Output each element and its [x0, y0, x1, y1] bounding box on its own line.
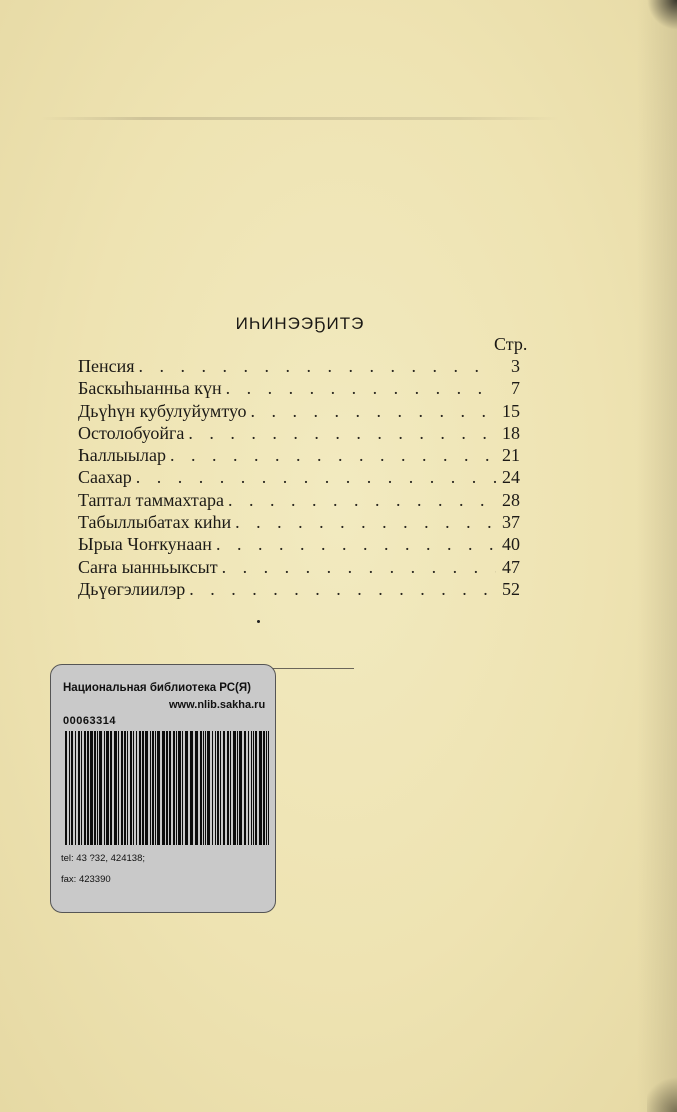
- barcode-bar: [75, 731, 76, 845]
- barcode-bar: [139, 731, 141, 845]
- barcode-bar: [266, 731, 267, 845]
- toc-entry: [78, 533, 520, 555]
- barcode-bar: [110, 731, 112, 845]
- barcode-bar: [142, 731, 144, 845]
- stamp-fax: fax: 423390: [61, 874, 111, 885]
- barcode-bar: [145, 731, 148, 845]
- barcode-bar: [268, 731, 269, 845]
- barcode-bar: [237, 731, 238, 845]
- toc-leader-dots: [166, 444, 496, 466]
- barcode-bar: [155, 731, 156, 845]
- barcode-bar: [251, 731, 252, 845]
- toc-leader-dots: [231, 511, 496, 533]
- barcode-bar: [230, 731, 231, 845]
- toc-entry-title: Ырыа Чоҥкунаан: [78, 534, 212, 555]
- barcode-bar: [244, 731, 246, 845]
- barcode-bar: [178, 731, 181, 845]
- toc-entry-page: 7: [511, 378, 520, 399]
- barcode-bar: [169, 731, 171, 845]
- barcode-bar: [87, 731, 89, 845]
- toc-entry-page: 21: [502, 445, 520, 466]
- page-corner-shadow-bottom: [647, 1072, 677, 1112]
- stamp-tel: tel: 43 ?32, 424138;: [61, 853, 145, 864]
- barcode-bar: [127, 731, 128, 845]
- toc-entry-title: Саахар: [78, 467, 132, 488]
- barcode-bar: [248, 731, 249, 845]
- barcode-bar: [217, 731, 219, 845]
- toc-entry: [78, 355, 520, 377]
- toc-entry-title: Таптал таммахтара: [78, 489, 224, 510]
- toc-leader-dots: [224, 489, 496, 511]
- toc-entry-page: 15: [502, 400, 520, 421]
- barcode-bar: [227, 731, 229, 845]
- barcode-bar: [97, 731, 98, 845]
- toc-leader-dots: [218, 556, 496, 578]
- toc-entry-title: Остолобуойга: [78, 422, 185, 443]
- page-edge-shadow: [637, 0, 677, 1112]
- barcode-bar: [65, 731, 67, 845]
- toc-entry-page: 52: [502, 578, 520, 599]
- barcode-bar: [173, 731, 175, 845]
- toc-leader-dots: [132, 466, 496, 488]
- toc-entry: [78, 578, 520, 600]
- barcode-bar: [263, 731, 265, 845]
- barcode-bar: [130, 731, 132, 845]
- barcode-bar: [114, 731, 117, 845]
- toc-leader-dots: [212, 533, 496, 555]
- toc-entry-page: 47: [502, 556, 520, 577]
- barcode-bar: [152, 731, 154, 845]
- toc-leader-dots: [184, 422, 496, 444]
- barcode-bar: [133, 731, 134, 845]
- toc-entry-title: Пенсия: [78, 356, 135, 376]
- toc-entry-title: Дьүөгэлиилэр: [78, 578, 186, 599]
- page-column-label: Стр.: [494, 334, 528, 354]
- toc-title: ИҺИНЭЭҔИТЭ: [235, 314, 365, 333]
- stamp-library-name: Национальная библиотека РС(Я): [63, 682, 251, 694]
- barcode-bar: [99, 731, 102, 845]
- barcode-bar: [190, 731, 193, 845]
- toc-entry: [78, 400, 520, 422]
- barcode-bar: [255, 731, 257, 845]
- barcode-bar: [195, 731, 198, 845]
- barcode-bar: [220, 731, 221, 845]
- toc-entry: [78, 444, 520, 466]
- toc-entry-title: Табыллыбатах киһи: [78, 512, 232, 533]
- barcode-bar: [207, 731, 210, 845]
- bleed-through-line: [40, 117, 560, 120]
- barcode-bar: [166, 731, 168, 845]
- barcode-bar: [124, 731, 126, 845]
- barcode-bar: [94, 731, 96, 845]
- table-of-contents: [78, 355, 520, 600]
- barcode-bar: [84, 731, 86, 845]
- toc-entry: [78, 489, 520, 511]
- barcode-bar: [136, 731, 137, 845]
- toc-leader-dots: [247, 400, 496, 422]
- barcode-bar: [215, 731, 216, 845]
- page-corner-shadow: [647, 0, 677, 30]
- toc-entry-page: 28: [502, 489, 520, 510]
- toc-leader-dots: [135, 355, 496, 377]
- barcode-bar: [233, 731, 236, 845]
- barcode: [65, 731, 269, 845]
- toc-entry: [78, 511, 520, 533]
- library-stamp: [50, 664, 276, 913]
- toc-leader-dots: [222, 377, 496, 399]
- stamp-code: 00063314: [63, 715, 116, 727]
- toc-entry-title: Һаллыылар: [78, 445, 166, 466]
- barcode-bar: [223, 731, 225, 845]
- toc-entry-page: 24: [502, 467, 520, 488]
- barcode-bar: [90, 731, 93, 845]
- barcode-bar: [104, 731, 105, 845]
- barcode-bar: [182, 731, 183, 845]
- barcode-bar: [239, 731, 242, 845]
- barcode-bar: [150, 731, 151, 845]
- toc-entry-page: 18: [502, 422, 520, 443]
- barcode-bar: [200, 731, 202, 845]
- toc-entry-page: 40: [502, 534, 520, 555]
- barcode-bar: [81, 731, 82, 845]
- toc-entry: [78, 556, 520, 578]
- barcode-bar: [253, 731, 254, 845]
- barcode-bar: [121, 731, 123, 845]
- barcode-bar: [212, 731, 213, 845]
- stamp-url: www.nlib.sakha.ru: [169, 699, 266, 711]
- toc-entry-page: 3: [511, 356, 520, 376]
- barcode-bar: [205, 731, 206, 845]
- barcode-bar: [106, 731, 109, 845]
- toc-entry-title: Дьүһүн кубулуйумтуо: [78, 400, 247, 421]
- barcode-bar: [118, 731, 119, 845]
- barcode-bar: [162, 731, 165, 845]
- toc-entry-page: 37: [502, 512, 520, 533]
- barcode-bar: [78, 731, 80, 845]
- toc-entry-title: Баскыһыанньа күн: [78, 378, 222, 399]
- toc-entry: [78, 377, 520, 399]
- toc-leader-dots: [185, 578, 496, 600]
- barcode-bar: [259, 731, 262, 845]
- toc-entry: [78, 466, 520, 488]
- barcode-bar: [157, 731, 160, 845]
- dot-mark: [257, 620, 260, 623]
- barcode-bar: [69, 731, 70, 845]
- barcode-bar: [71, 731, 73, 845]
- barcode-bar: [185, 731, 188, 845]
- barcode-bar: [176, 731, 177, 845]
- toc-entry-title: Саҥа ыанньыксыт: [78, 556, 218, 577]
- toc-entry: [78, 422, 520, 444]
- barcode-bar: [203, 731, 204, 845]
